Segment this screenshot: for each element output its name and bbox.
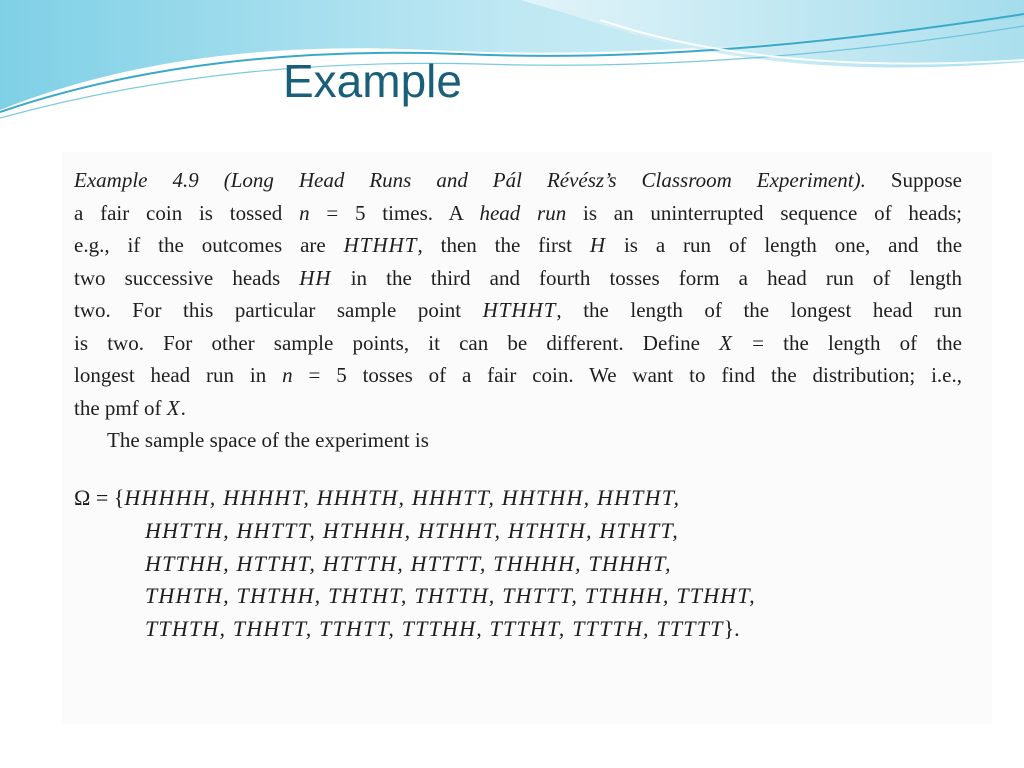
header-wave-decoration: [0, 0, 1024, 130]
text-segment: = 5 times. A: [309, 200, 480, 225]
text-segment: , then the first: [417, 233, 590, 257]
example-text: [74, 164, 962, 457]
text-segment: e.g., if the outcomes are: [74, 233, 344, 257]
text-line: [74, 197, 962, 230]
text-segment: in the third and fourth tosses form a head run of length: [331, 265, 962, 290]
math-sequence: HH: [299, 265, 332, 290]
example-paragraph: [74, 164, 962, 424]
math-variable: n: [282, 363, 293, 387]
sample-space-set: [74, 482, 974, 646]
text-segment: = 5 tosses of a fair coin. We want to find the distribution; i.e.,: [292, 363, 962, 387]
set-row: [74, 613, 974, 646]
math-variable: n: [299, 200, 310, 225]
text-line: [74, 294, 962, 327]
math-variable: H: [589, 233, 607, 257]
text-segment: is an uninterrupted sequence of heads;: [566, 200, 962, 225]
text-segment: is a run of length one, and the: [606, 233, 963, 257]
math-variable: X: [166, 395, 181, 420]
text-segment: Suppose: [865, 168, 962, 192]
text-line: [74, 229, 962, 262]
set-row: HTTHH, HTTHT, HTTTH, HTTTT, THHHH, THHHT,: [145, 550, 672, 576]
text-line: [74, 164, 962, 197]
set-elements: TTHTH, THHTT, TTHTT, TTTHH, TTTHT, TTTTH, TTTTT: [145, 616, 724, 642]
example-heading: Example 4.9 (Long Head Runs and Pál Révész’s Classroom Experiment).: [74, 168, 866, 192]
text-line: [74, 392, 962, 425]
text-segment: two. For this particular sample point: [74, 298, 483, 322]
sample-space-intro: The sample space of the experiment is: [107, 428, 429, 452]
omega-symbol: Ω = {: [74, 485, 125, 510]
set-close: }.: [723, 616, 740, 642]
text-line: [74, 327, 962, 360]
text-segment: the pmf of: [74, 395, 167, 420]
text-segment: , the length of the longest head run: [556, 298, 962, 322]
set-row: HHTTH, HHTTT, HTHHH, HTHHT, HTHTH, HTHTT,: [145, 517, 679, 543]
set-row: THHTH, THTHH, THTHT, THTTH, THTTT, TTHHH, TTHHT,: [145, 583, 756, 609]
text-line: [74, 262, 962, 295]
text-segment: two successive heads: [74, 265, 300, 290]
math-variable: X: [719, 330, 733, 355]
text-segment: a fair coin is tossed: [74, 200, 300, 225]
math-sequence: HTHHT: [482, 298, 557, 322]
text-segment: is two. For other sample points, it can be different. Define: [74, 330, 720, 355]
text-segment: = the length of the: [732, 330, 962, 355]
set-row: [74, 482, 974, 515]
text-segment: longest head run in: [74, 363, 283, 387]
text-line: [74, 359, 962, 392]
math-sequence: HTHHT: [343, 233, 418, 257]
text-segment: .: [180, 395, 186, 420]
set-elements: HHHHH, HHHHT, HHHTH, HHHTT, HHTHH, HHTHT,: [124, 485, 681, 510]
emphasis-term: head run: [479, 200, 567, 225]
slide-title: Example: [283, 55, 462, 107]
